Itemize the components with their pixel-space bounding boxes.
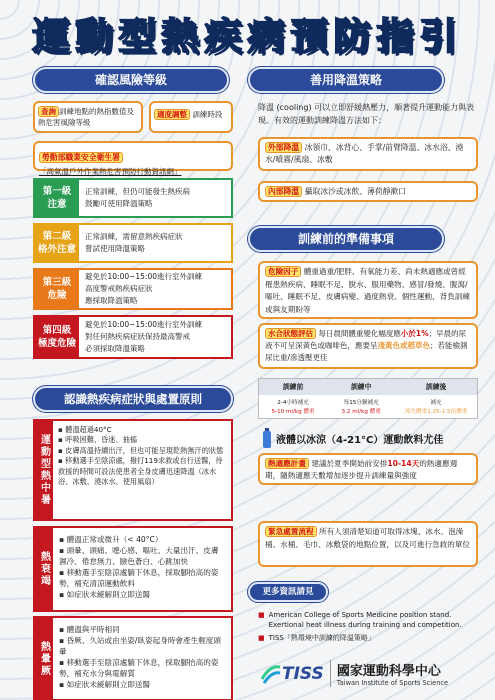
table-cell: 每15分鐘補充 (343, 400, 379, 406)
table-header-during: 訓練中 (350, 383, 372, 391)
risk-level-action: 高度警戒熱疾病症狀 (85, 284, 153, 293)
risk-level-name: 第三級 (42, 277, 72, 288)
internal-cooling-tag: 內部降溫 (265, 186, 302, 197)
hydration-text-1: 每日晨間體重變化幅度應 (318, 329, 401, 338)
osha-tag: 勞動部職業安全衛生署 (39, 152, 123, 163)
symptom-name: 熱衰竭 (35, 528, 53, 610)
risk-level-4 (33, 315, 233, 359)
risk-level-sub: 注意 (47, 199, 67, 210)
hydration-assessment (258, 323, 478, 369)
risk-level-actions (79, 269, 208, 309)
symptom-item: ▪ 移動選手至陰涼處躺下休息，採取腳抬高的姿勢，補充清涼運動飲料 (59, 567, 225, 589)
acclimatization-highlight: 10-14天 (387, 459, 420, 468)
hydration-text-2: ；早晨的尿液不可呈深黃色或咖啡色，應要呈 (265, 329, 467, 350)
acclimatization-text-2: 的熱適應週期，隨熱適應天數增加逐步提升訓練量與強度 (265, 459, 458, 480)
table-cell: 5-10 ml/kg 體重 (271, 409, 315, 415)
table-cell: 補充 (430, 400, 442, 406)
risk-level-label (35, 270, 79, 308)
symptoms-header: 認識熱疾病症狀與處置原則 (33, 386, 233, 412)
symptom-item: ▪ 呼吸困難、昏迷、抽搐 (58, 435, 226, 445)
risk-factors-text: 體重過重/肥胖、有氧能力差、尚未熱適應或曾經罹患熱疾病、睡眠不足、脫水、服用藥物、感冒/發燒、腹瀉/嘔吐、睡眠不足、皮膚病變、過度熱衰、個性運動、背負訓練或與友期盼等 (265, 267, 471, 314)
emergency-tag: 緊急處置流程 (265, 526, 317, 537)
hydration-tag: 水合狀態評估 (265, 328, 316, 339)
risk-level-actions (79, 229, 189, 257)
risk-level-name: 第二級 (42, 231, 72, 242)
table-header-before: 訓練前 (282, 383, 304, 391)
risk-level-actions (79, 317, 208, 357)
risk-level-action: 應採取降溫策略 (85, 296, 138, 305)
symptom-item: ▪ 昏厥、久站或由坐姿/臥姿起身時會產生輕度頭暈 (59, 635, 225, 657)
symptom-items (53, 421, 231, 519)
osha-link[interactable]: 「高氣溫戶外作業熱危害預防行動資訊網」 (39, 167, 182, 176)
risk-level-actions (79, 184, 196, 212)
internal-cooling (258, 181, 478, 202)
symptom-item: ▪ 移動選手至陰涼處，撥打119求救或自行送醫，待救援的時間可設法使患者全身皮膚迅速降溫（冰水浴、冰敷、澆冰水、使用風扇） (58, 456, 226, 487)
symptom-item: ▪ 體溫超過40°C (58, 425, 226, 435)
adjust-tag-box (149, 101, 233, 133)
risk-level-action: 正常訓練，需留意熱疾病症狀 (85, 232, 183, 241)
query-tag: 查詢 (38, 106, 59, 117)
risk-level-action: 必須採取降溫策略 (85, 344, 145, 353)
risk-level-name: 第四級 (42, 325, 72, 336)
cooling-intro: 降溫 (cooling) 可以立即舒緩熱壓力，順著提升運動能力與表現。有效的運動訓練降溫方法如下： (258, 103, 475, 125)
reference-tiss[interactable]: TISS「熱環境中訓練的降溫策略」 (268, 634, 375, 642)
risk-level-label (35, 180, 79, 216)
risk-level-name: 第一級 (42, 186, 72, 197)
risk-tags-row (33, 101, 233, 133)
tiss-logo (260, 663, 324, 685)
symptom-block (33, 616, 233, 700)
references: ■ American College of Sports Medicine position stand. Exertional heat illness during training and competition. ■ TISS「熱環境中訓練的降溫策略」 (258, 610, 478, 643)
symptom-items (53, 618, 231, 699)
symptom-item: ▪ 如症狀未緩解則立即送醫 (59, 679, 225, 690)
org-footer (260, 660, 485, 687)
risk-level-action: 避免於10:00~15:00進行室外訓練 (85, 272, 203, 281)
external-cooling (258, 137, 478, 171)
query-tag-box (33, 101, 143, 133)
reference-acsm[interactable]: American College of Sports Medicine position stand. Exertional heat illness during training and competition. (268, 611, 462, 629)
org-name-en: Taiwan Institute of Sports Science (336, 679, 449, 687)
query-text: 訓練地點的熱指數值及熱危害風險等級 (38, 107, 134, 127)
drink-note (262, 428, 484, 448)
symptom-items (53, 528, 231, 610)
external-cooling-tag: 外部降溫 (265, 142, 302, 153)
acclimatization-text-1: 建議於夏季開始前安排 (311, 459, 388, 468)
adjust-tag: 適度調整 (154, 109, 190, 120)
osha-reference (33, 141, 233, 176)
risk-level-label (35, 317, 79, 357)
risk-level-1 (33, 178, 233, 218)
cooling-header: 善用降溫策略 (248, 67, 444, 93)
bottle-icon (262, 428, 272, 448)
risk-level-action: 正常訓練，但仍可能發生熱疾病 (85, 187, 190, 196)
symptom-block (33, 526, 233, 612)
tiss-logo-text: TISS (282, 663, 324, 684)
symptom-item: ▪ 頭暈、頭痛、噁心感、嘔吐、大量出汗、皮膚濕冷、倦怠無力、臉色蒼白、心跳加快 (59, 545, 225, 567)
risk-level-2 (33, 223, 233, 263)
risk-level-action: 鼓勵可使用降溫策略 (85, 199, 153, 208)
risk-factors (258, 261, 478, 319)
symptom-item: ▪ 體溫與平時相同 (59, 624, 225, 635)
drink-text: 液體以冰涼（4-21°C）運動飲料尤佳 (276, 434, 444, 446)
risk-level-sub: 格外注意 (37, 244, 76, 255)
risk-level-3 (33, 268, 233, 310)
table-header-after: 訓練後 (425, 383, 447, 391)
risk-level-action: 避免於10:00~15:00進行室外訓練 (85, 320, 203, 329)
heat-acclimatization (258, 453, 478, 485)
risk-factors-tag: 危險因子 (265, 266, 301, 277)
org-name-cn: 國家運動科學中心 (336, 664, 441, 679)
risk-level-label (35, 225, 79, 261)
hydration-highlight-1: 小於1% (400, 329, 429, 338)
symptom-name: 運動型熱中暑 (35, 421, 53, 519)
adjust-text: 訓練時段 (192, 110, 223, 119)
risk-level-sub: 危險 (47, 290, 67, 301)
symptom-name: 熱暈厥 (35, 618, 53, 699)
hydration-text-3: ；若能檢測尿比重/滲透壓更佳 (265, 341, 468, 362)
risk-level-action: 對任何熱疾病症狀保持最高警戒 (85, 332, 190, 341)
symptom-item: ▪ 如症狀未緩解則立即送醫 (59, 589, 225, 600)
acclimatization-tag: 熱適應計畫 (265, 458, 309, 469)
emergency-procedure (258, 521, 478, 567)
org-name (330, 660, 448, 687)
tiss-swoosh-icon (260, 663, 282, 685)
emergency-text: 所有人須清楚知道可取得冰塊、冰水、泡澡桶、水桶、毛巾、冰敷袋的地點位置，以及可進行急救的單位 (265, 527, 471, 549)
more-info-header: 更多資訊請見 (248, 582, 328, 602)
risk-level-sub: 極度危險 (37, 338, 76, 349)
fluid-table (258, 378, 478, 419)
symptom-item: ▪ 皮膚高溫持續出汗，但也可能呈現乾熱無汗的狀態 (58, 446, 226, 456)
risk-level-header: 確認風險等級 (33, 67, 229, 93)
external-cooling-text: 冰領巾、冰背心、手掌/前臂降溫、冰水浴、澆水/噴霧/風扇、冰敷 (265, 143, 464, 164)
risk-level-action: 嘗試使用降溫策略 (85, 244, 145, 253)
symptom-item: ▪ 體溫正常或微升（< 40°C） (59, 534, 225, 545)
symptom-block (33, 419, 233, 521)
page-title: 運動型熱疾病預防指引 (32, 15, 463, 58)
table-cell: 2-4小時補充 (277, 400, 309, 406)
symptom-item: ▪ 移動選手至陰涼處躺下休息，採取腳抬高的姿勢，補充水分與電解質 (59, 657, 225, 679)
table-cell: 流失體重1.25-1.5倍體重 (404, 409, 468, 415)
hydration-highlight-2: 淺黃色或稻草色 (377, 341, 430, 350)
internal-cooling-text: 攝取冰沙或冰飲、薄荷靜漱口 (304, 187, 407, 196)
table-cell: 3.2 ml/kg 體重 (341, 409, 381, 415)
preparation-header: 訓練前的準備事項 (248, 226, 444, 252)
